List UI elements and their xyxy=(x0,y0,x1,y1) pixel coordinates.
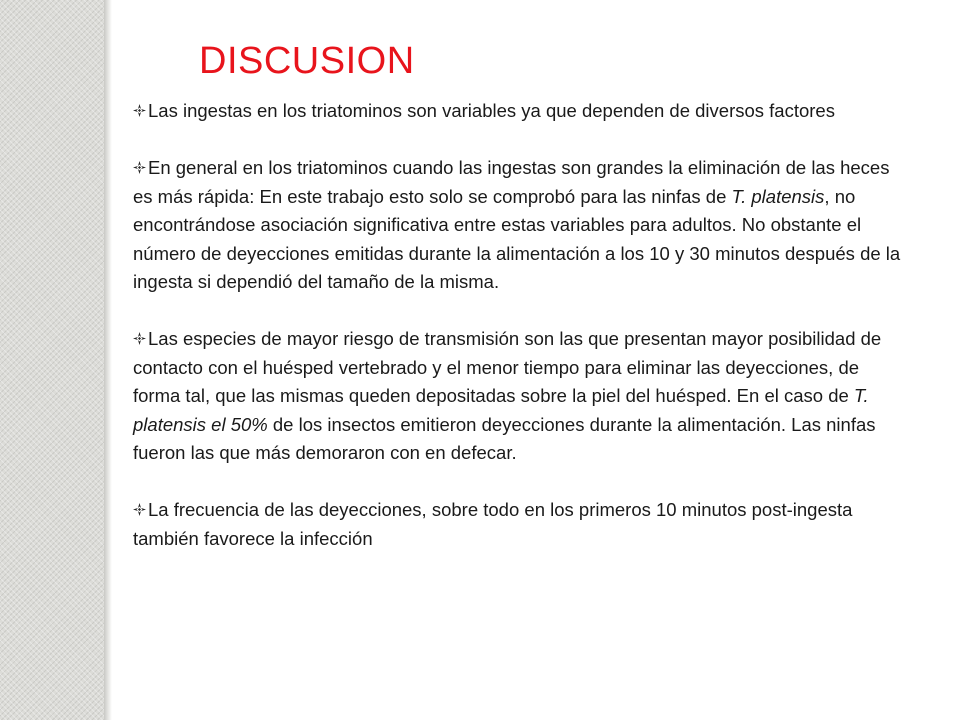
species-name-italic: T. platensis el 50% xyxy=(133,385,869,435)
slide-body xyxy=(133,97,911,582)
diamond-bullet-icon xyxy=(133,161,146,174)
diamond-bullet-icon xyxy=(133,503,146,516)
decorative-side-band xyxy=(0,0,104,720)
slide-title: DISCUSION xyxy=(199,40,415,82)
species-name-italic: T. platensis xyxy=(731,185,825,207)
bullet-paragraph-4 xyxy=(133,496,911,553)
paragraph-text: Las especies de mayor riesgo de transmisión son las que presentan mayor posibilidad de contacto con el huésped vertebrado y el menor tiempo para eliminar las deyecciones, de forma tal, que las mismas queden depositadas sobre la piel del huésped. En el caso de xyxy=(133,328,882,406)
paragraph-text: En general en los triatominos cuando las ingestas son grandes la eliminación de las heces es más rápida: En este trabajo esto solo se comprobó para las ninfas de xyxy=(133,157,890,207)
paragraph-text-continued: , no encontrándose asociación significativa entre estas variables para adultos. No obstante el número de deyecciones emitidas durante la alimentación a los 10 y 30 minutos después de la ingesta si dependió del tamaño de la misma. xyxy=(133,185,901,292)
bullet-paragraph-2 xyxy=(133,154,911,297)
diamond-bullet-icon xyxy=(133,104,146,117)
diamond-bullet-icon xyxy=(133,332,146,345)
bullet-paragraph-1 xyxy=(133,97,911,126)
paragraph-text: La frecuencia de las deyecciones, sobre todo en los primeros 10 minutos post-ingesta también favorece la infección xyxy=(133,499,853,549)
bullet-paragraph-3 xyxy=(133,325,911,468)
side-band-shadow xyxy=(104,0,112,720)
paragraph-text-continued: de los insectos emitieron deyecciones durante la alimentación. Las ninfas fueron las que más demoraron con en defecar. xyxy=(133,413,876,463)
paragraph-text: Las ingestas en los triatominos son variables ya que dependen de diversos factores xyxy=(148,100,835,121)
